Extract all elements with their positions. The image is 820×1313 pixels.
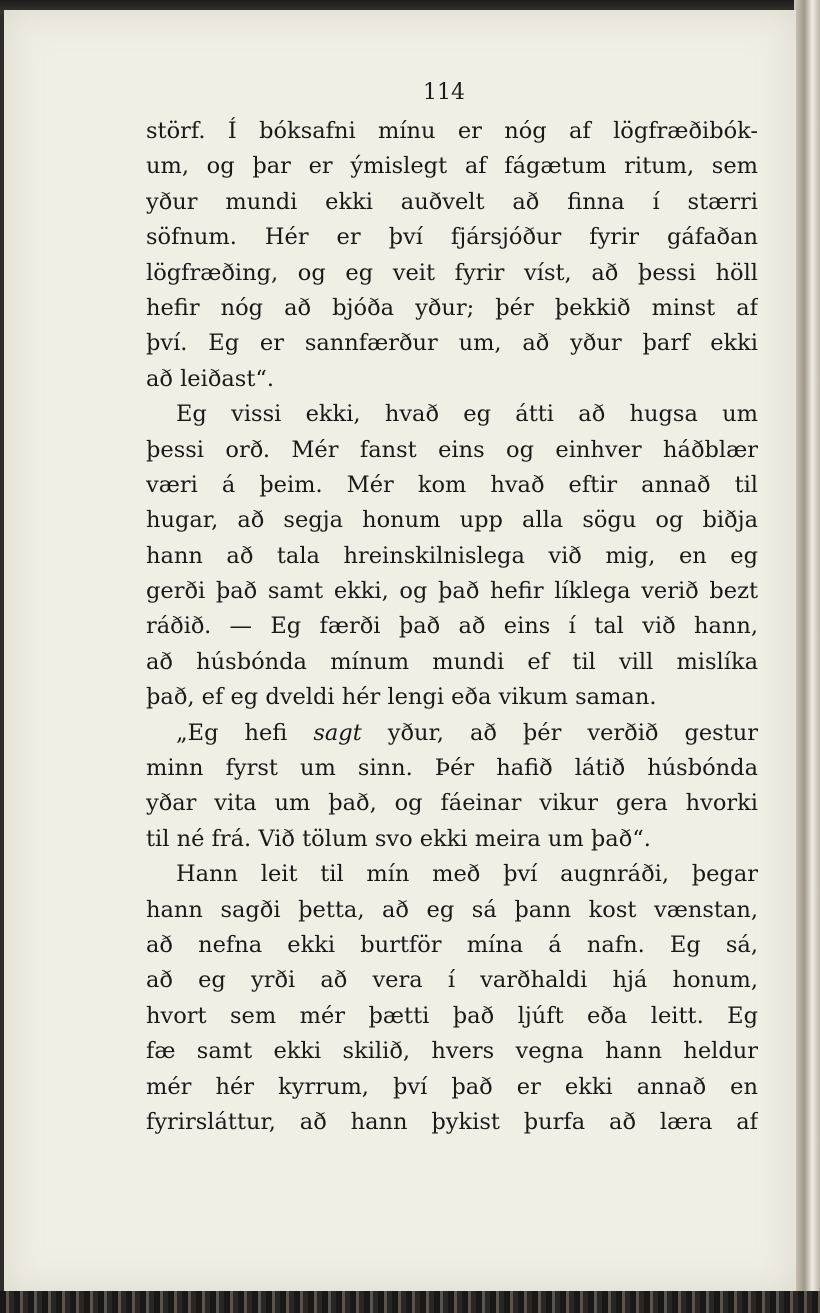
text-line: væri á þeim. Mér kom hvað eftir annað til [146,471,758,498]
text-line: að nefna ekki burtför mína á nafn. Eg sá, [146,931,758,958]
text-line: hann sagði þetta, að eg sá þann kost vænstan, [146,896,758,923]
page-number: 114 [423,80,465,105]
text-line: yður mundi ekki auðvelt að finna í stærri [146,188,758,215]
text-line: Eg vissi ekki, hvað eg átti að hugsa um [176,401,758,428]
text-line: að leiðast“. [146,365,275,392]
text-line: söfnum. Hér er því fjársjóður fyrir gáfaðan [146,224,758,251]
text-line: yðar vita um það, og fáeinar vikur gera hvorki [146,790,758,817]
text-line: hugar, að segja honum upp alla sögu og biðja [146,507,758,534]
text-line: ráðið. — Eg færði það að eins í tal við hann, [146,613,758,640]
text-line: það, ef eg dveldi hér lengi eða vikum saman. [146,684,657,711]
text-line: hvort sem mér þætti það ljúft eða leitt. Eg [146,1002,758,1029]
text-line: til né frá. Við tölum svo ekki meira um það“. [146,825,651,852]
text-line: að eg yrði að vera í varðhaldi hjá honum, [146,967,758,994]
text-line: Hann leit til mín með því augnráði, þegar [176,861,758,888]
text-line: gerði það samt ekki, og það hefir líklega verið bezt [146,578,758,605]
text-line: störf. Í bóksafni mínu er nóg af lögfræðibók- [146,118,758,144]
body-text [146,114,758,1140]
quote-start: „Eg hefi [176,719,288,746]
text-line: hann að tala hreinskilnislega við mig, en eg [146,542,758,569]
text-line: lögfræðing, og eg veit fyrir víst, að þessi höll [146,259,758,286]
book-bottom-edge [0,1291,820,1313]
text-line: þessi orð. Mér fanst eins og einhver háðblær [146,436,758,463]
text-line: mér hér kyrrum, því það er ekki annað en [146,1073,758,1100]
text-line: fæ samt ekki skilið, hvers vegna hann heldur [146,1038,758,1065]
text-line: því. Eg er sannfærður um, að yður þarf ekki [146,330,758,357]
text-line: um, og þar er ýmislegt af fágætum ritum, sem [146,153,758,180]
book-page [4,10,796,1293]
text-line: hefir nóg að bjóða yður; þér þekkið minst af [146,294,758,321]
text-line: að húsbónda mínum mundi ef til vill mislíka [146,648,758,675]
text-line [146,716,758,751]
quote-rest: yður, að þér verðið gestur [387,719,758,746]
book-page-edges [794,0,820,1313]
italic-word: sagt [313,719,362,746]
text-line: minn fyrst um sinn. Þér hafið látið húsbónda [146,755,758,782]
text-line: fyrirsláttur, að hann þykist þurfa að læra af [146,1108,758,1135]
